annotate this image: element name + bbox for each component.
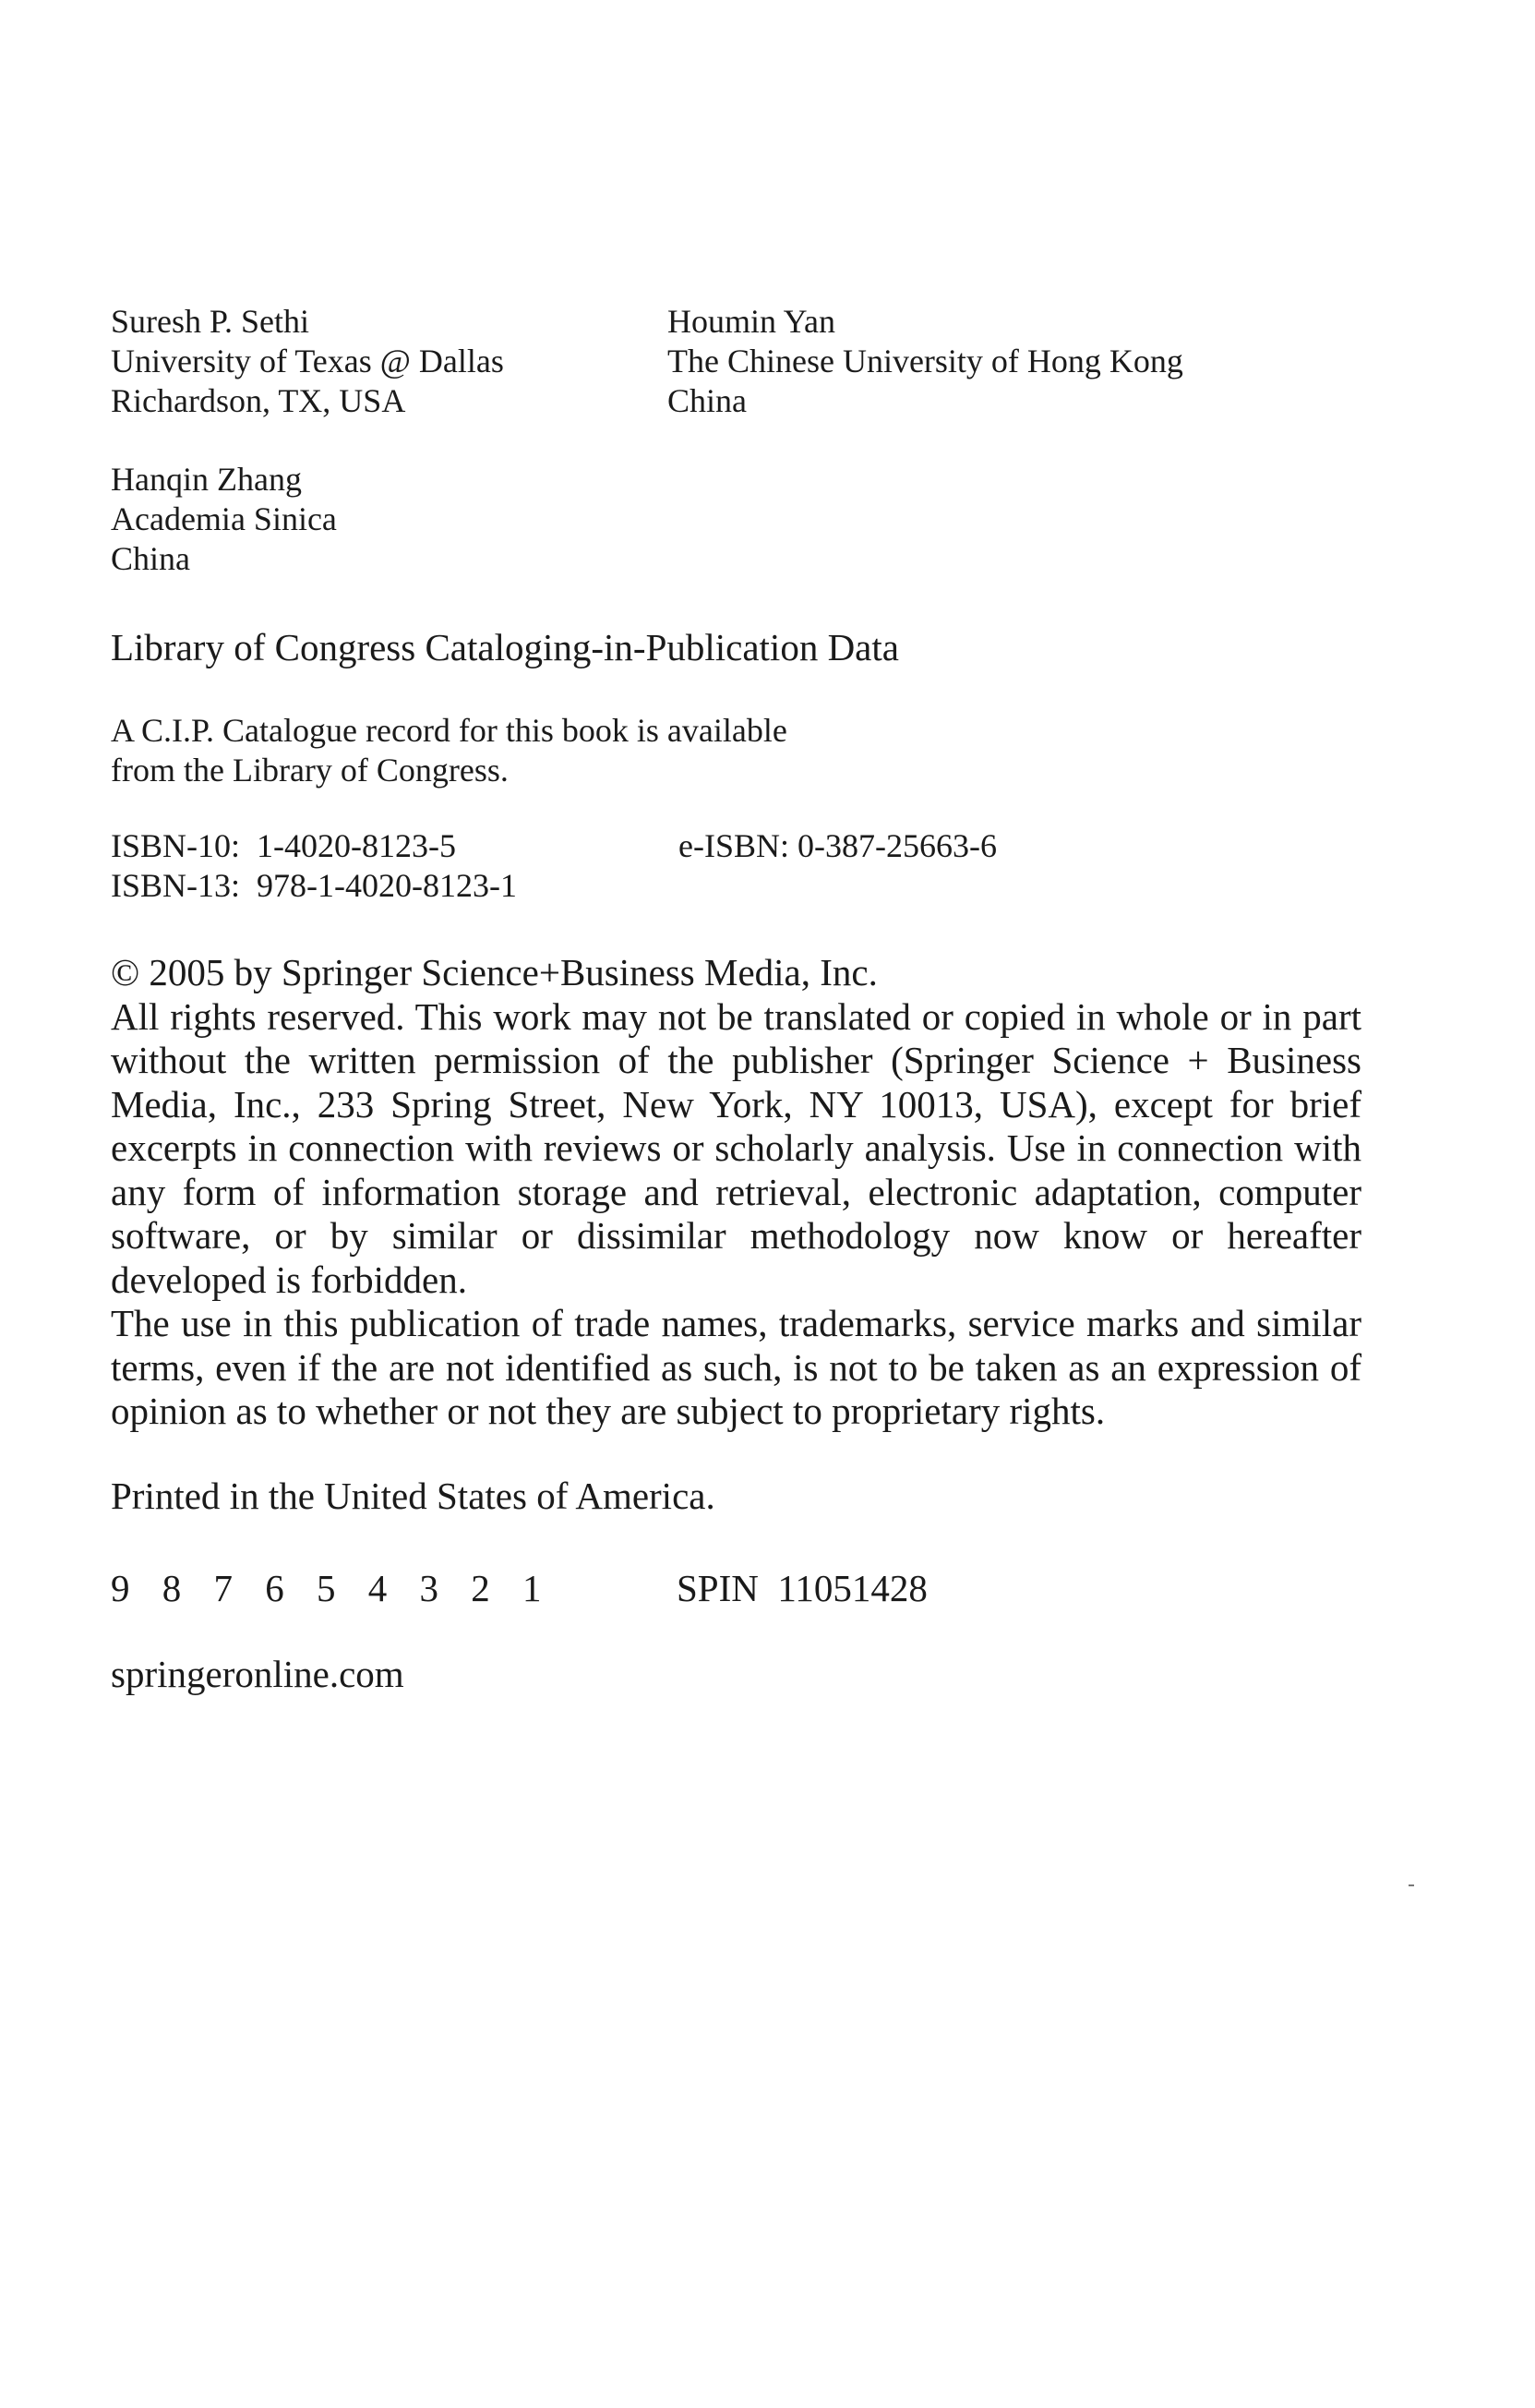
author-location: China xyxy=(111,540,190,577)
copyright-block xyxy=(111,951,1361,1434)
author-block-yan xyxy=(667,302,1183,421)
website: springeronline.com xyxy=(111,1653,404,1695)
e-isbn: e-ISBN: 0-387-25663-6 xyxy=(678,827,997,864)
author-block-sethi xyxy=(111,302,504,421)
printed-in: Printed in the United States of America. xyxy=(111,1475,715,1517)
author-name: Hanqin Zhang xyxy=(111,461,302,498)
copyright-notice: © 2005 by Springer Science+Business Media, Inc. xyxy=(111,951,878,993)
author-affiliation: The Chinese University of Hong Kong xyxy=(667,343,1183,379)
cip-line: A C.I.P. Catalogue record for this book is available xyxy=(111,712,787,749)
isbn-block xyxy=(111,826,517,906)
author-location: China xyxy=(667,382,747,419)
cip-line: from the Library of Congress. xyxy=(111,752,509,789)
isbn-10: ISBN-10: 1-4020-8123-5 xyxy=(111,827,456,864)
trademark-statement: The use in this publication of trade names, trademarks, service marks and similar terms, even if the are not identified as such, is not to be taken as an expression of opinion as to whether or not they are subject to proprietary rights. xyxy=(111,1302,1361,1432)
cip-title: Library of Congress Cataloging-in-Publication Data xyxy=(111,626,899,668)
isbn-13: ISBN-13: 978-1-4020-8123-1 xyxy=(111,867,517,904)
rights-statement: All rights reserved. This work may not be translated or copied in whole or in part without the written permission of the publisher (Springer Science + Business Media, Inc., 233 Spring Street, New York, NY 10013, USA), except for brief excerpts in connection with reviews or scholarly analysis. Use in connection with any form of information storage and retrieval, electronic adaptation, computer software, or by similar or dissimilar methodology now know or hereafter developed is forbidden. xyxy=(111,994,1361,1301)
author-affiliation: Academia Sinica xyxy=(111,500,337,537)
spin-number: SPIN 11051428 xyxy=(677,1567,928,1609)
scan-speck xyxy=(1409,1884,1414,1886)
cip-record xyxy=(111,711,787,790)
author-name: Houmin Yan xyxy=(667,303,836,340)
author-location: Richardson, TX, USA xyxy=(111,382,406,419)
printing-number-line: 9 8 7 6 5 4 3 2 1 xyxy=(111,1567,553,1609)
author-affiliation: University of Texas @ Dallas xyxy=(111,343,504,379)
author-name: Suresh P. Sethi xyxy=(111,303,310,340)
author-block-zhang xyxy=(111,460,337,579)
